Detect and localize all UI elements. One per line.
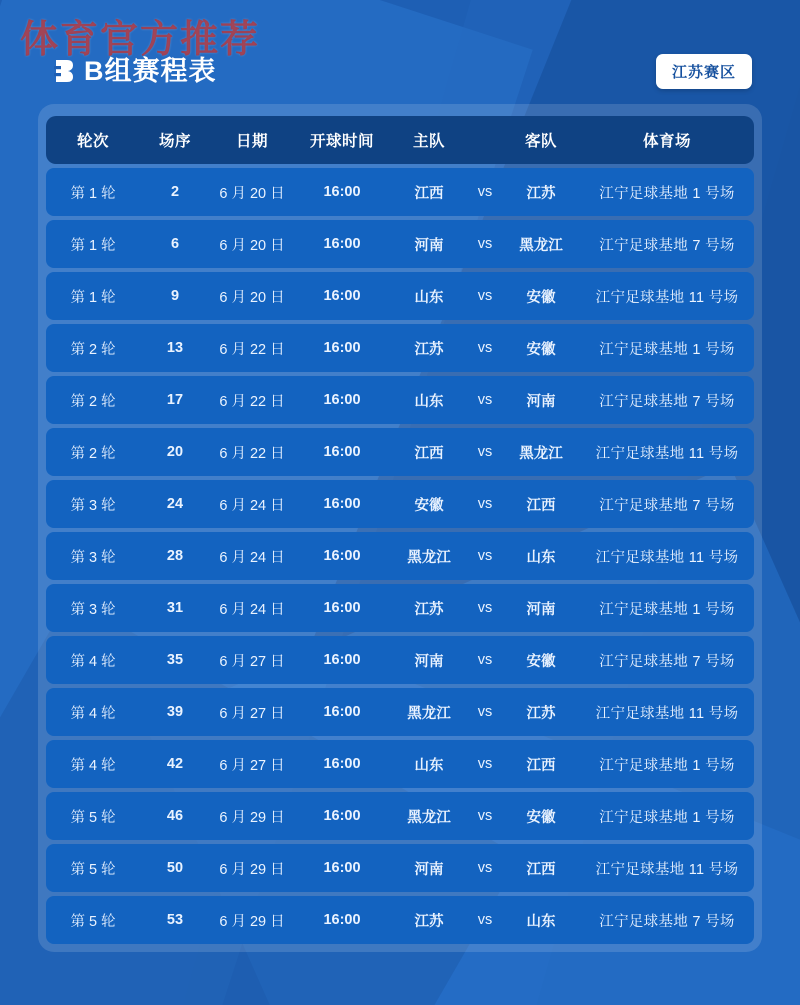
cell-round: 第 2 轮 <box>46 376 140 424</box>
cell-away-team: 安徽 <box>502 636 580 684</box>
table-row <box>46 740 754 788</box>
column-header-away-team: 客队 <box>502 116 580 164</box>
cell-round: 第 1 轮 <box>46 220 140 268</box>
cell-match-no: 50 <box>140 844 210 892</box>
table-row <box>46 532 754 580</box>
cell-round: 第 3 轮 <box>46 532 140 580</box>
cell-date: 6 月 22 日 <box>210 376 294 424</box>
cell-kickoff-time: 16:00 <box>294 688 390 736</box>
cell-date: 6 月 20 日 <box>210 168 294 216</box>
cell-venue: 江宁足球基地 11 号场 <box>580 428 754 476</box>
table-row <box>46 220 754 268</box>
cell-venue: 江宁足球基地 11 号场 <box>580 844 754 892</box>
cell-away-team: 山东 <box>502 532 580 580</box>
cell-kickoff-time: 16:00 <box>294 584 390 632</box>
cell-match-no: 24 <box>140 480 210 528</box>
cell-date: 6 月 29 日 <box>210 844 294 892</box>
column-header-kickoff-time: 开球时间 <box>294 116 390 164</box>
cell-kickoff-time: 16:00 <box>294 792 390 840</box>
table-row <box>46 324 754 372</box>
cell-vs-label: vs <box>468 532 502 580</box>
cell-vs-label: vs <box>468 220 502 268</box>
cell-date: 6 月 24 日 <box>210 480 294 528</box>
cell-vs-label: vs <box>468 480 502 528</box>
page-title: B组赛程表 <box>84 55 217 86</box>
cell-kickoff-time: 16:00 <box>294 324 390 372</box>
cell-home-team: 黑龙江 <box>390 792 468 840</box>
cell-round: 第 3 轮 <box>46 480 140 528</box>
cell-match-no: 9 <box>140 272 210 320</box>
schedule-card <box>38 104 762 952</box>
cell-vs-label: vs <box>468 584 502 632</box>
cell-away-team: 安徽 <box>502 272 580 320</box>
cell-venue: 江宁足球基地 1 号场 <box>580 168 754 216</box>
cell-date: 6 月 20 日 <box>210 220 294 268</box>
schedule-table <box>46 112 754 948</box>
cell-home-team: 河南 <box>390 844 468 892</box>
cell-match-no: 6 <box>140 220 210 268</box>
cell-round: 第 4 轮 <box>46 740 140 788</box>
table-row <box>46 844 754 892</box>
table-head <box>46 116 754 164</box>
cell-venue: 江宁足球基地 7 号场 <box>580 636 754 684</box>
cell-round: 第 5 轮 <box>46 792 140 840</box>
cell-vs-label: vs <box>468 168 502 216</box>
table-row <box>46 636 754 684</box>
cell-home-team: 江西 <box>390 428 468 476</box>
cell-match-no: 46 <box>140 792 210 840</box>
cell-match-no: 39 <box>140 688 210 736</box>
cell-kickoff-time: 16:00 <box>294 636 390 684</box>
table-body <box>46 168 754 944</box>
cell-vs-label: vs <box>468 688 502 736</box>
column-header-round: 轮次 <box>46 116 140 164</box>
table-row <box>46 480 754 528</box>
cell-away-team: 江西 <box>502 740 580 788</box>
cell-match-no: 28 <box>140 532 210 580</box>
cell-kickoff-time: 16:00 <box>294 844 390 892</box>
table-row <box>46 584 754 632</box>
cell-home-team: 安徽 <box>390 480 468 528</box>
cell-venue: 江宁足球基地 11 号场 <box>580 532 754 580</box>
cell-date: 6 月 29 日 <box>210 792 294 840</box>
cell-away-team: 黑龙江 <box>502 220 580 268</box>
cell-venue: 江宁足球基地 7 号场 <box>580 220 754 268</box>
cell-home-team: 山东 <box>390 376 468 424</box>
cell-vs-label: vs <box>468 428 502 476</box>
cell-kickoff-time: 16:00 <box>294 480 390 528</box>
cell-home-team: 江苏 <box>390 584 468 632</box>
table-row <box>46 896 754 944</box>
cell-away-team: 黑龙江 <box>502 428 580 476</box>
table-row <box>46 792 754 840</box>
cell-home-team: 河南 <box>390 220 468 268</box>
cell-home-team: 江苏 <box>390 896 468 944</box>
cell-match-no: 42 <box>140 740 210 788</box>
cell-round: 第 5 轮 <box>46 844 140 892</box>
cell-round: 第 1 轮 <box>46 272 140 320</box>
cell-match-no: 53 <box>140 896 210 944</box>
cell-date: 6 月 27 日 <box>210 740 294 788</box>
cell-kickoff-time: 16:00 <box>294 428 390 476</box>
region-badge: 江苏赛区 <box>656 54 752 89</box>
cell-kickoff-time: 16:00 <box>294 168 390 216</box>
cell-date: 6 月 22 日 <box>210 324 294 372</box>
table-row <box>46 688 754 736</box>
column-header-date: 日期 <box>210 116 294 164</box>
cell-match-no: 35 <box>140 636 210 684</box>
cell-away-team: 河南 <box>502 376 580 424</box>
cell-kickoff-time: 16:00 <box>294 896 390 944</box>
cell-home-team: 江苏 <box>390 324 468 372</box>
cell-home-team: 山东 <box>390 740 468 788</box>
cell-round: 第 5 轮 <box>46 896 140 944</box>
cell-away-team: 江西 <box>502 844 580 892</box>
cell-home-team: 黑龙江 <box>390 532 468 580</box>
cell-kickoff-time: 16:00 <box>294 376 390 424</box>
cell-vs-label: vs <box>468 636 502 684</box>
watermark-text: 体育官方推荐 <box>20 19 261 61</box>
cell-home-team: 黑龙江 <box>390 688 468 736</box>
cell-home-team: 河南 <box>390 636 468 684</box>
cell-away-team: 安徽 <box>502 792 580 840</box>
cell-round: 第 4 轮 <box>46 636 140 684</box>
cell-kickoff-time: 16:00 <box>294 272 390 320</box>
cell-away-team: 江苏 <box>502 168 580 216</box>
cell-date: 6 月 29 日 <box>210 896 294 944</box>
column-header-home-team: 主队 <box>390 116 468 164</box>
column-header-venue: 体育场 <box>580 116 754 164</box>
cell-away-team: 安徽 <box>502 324 580 372</box>
cell-date: 6 月 20 日 <box>210 272 294 320</box>
cell-venue: 江宁足球基地 1 号场 <box>580 584 754 632</box>
cell-venue: 江宁足球基地 1 号场 <box>580 324 754 372</box>
cell-away-team: 江西 <box>502 480 580 528</box>
cell-vs-label: vs <box>468 896 502 944</box>
cell-venue: 江宁足球基地 7 号场 <box>580 480 754 528</box>
cell-match-no: 2 <box>140 168 210 216</box>
cell-away-team: 山东 <box>502 896 580 944</box>
cell-venue: 江宁足球基地 1 号场 <box>580 792 754 840</box>
cell-venue: 江宁足球基地 11 号场 <box>580 688 754 736</box>
cell-vs-label: vs <box>468 324 502 372</box>
cell-vs-label: vs <box>468 740 502 788</box>
cell-round: 第 2 轮 <box>46 324 140 372</box>
cell-away-team: 江苏 <box>502 688 580 736</box>
cell-match-no: 20 <box>140 428 210 476</box>
cell-match-no: 13 <box>140 324 210 372</box>
column-header-vs-spacer <box>468 116 502 164</box>
cell-venue: 江宁足球基地 7 号场 <box>580 896 754 944</box>
cell-date: 6 月 24 日 <box>210 532 294 580</box>
cell-match-no: 17 <box>140 376 210 424</box>
cell-date: 6 月 24 日 <box>210 584 294 632</box>
cell-round: 第 3 轮 <box>46 584 140 632</box>
cell-vs-label: vs <box>468 376 502 424</box>
table-row <box>46 376 754 424</box>
cell-home-team: 山东 <box>390 272 468 320</box>
cell-date: 6 月 27 日 <box>210 688 294 736</box>
table-header-row <box>46 116 754 164</box>
cell-venue: 江宁足球基地 1 号场 <box>580 740 754 788</box>
cell-vs-label: vs <box>468 792 502 840</box>
cell-match-no: 31 <box>140 584 210 632</box>
column-header-match-no: 场序 <box>140 116 210 164</box>
cell-kickoff-time: 16:00 <box>294 740 390 788</box>
cell-round: 第 4 轮 <box>46 688 140 736</box>
table-row <box>46 428 754 476</box>
cell-away-team: 河南 <box>502 584 580 632</box>
cell-venue: 江宁足球基地 11 号场 <box>580 272 754 320</box>
cell-vs-label: vs <box>468 844 502 892</box>
cell-round: 第 1 轮 <box>46 168 140 216</box>
cell-vs-label: vs <box>468 272 502 320</box>
cell-home-team: 江西 <box>390 168 468 216</box>
cell-kickoff-time: 16:00 <box>294 220 390 268</box>
cell-date: 6 月 22 日 <box>210 428 294 476</box>
cell-round: 第 2 轮 <box>46 428 140 476</box>
cell-kickoff-time: 16:00 <box>294 532 390 580</box>
table-row <box>46 272 754 320</box>
cell-venue: 江宁足球基地 7 号场 <box>580 376 754 424</box>
table-row <box>46 168 754 216</box>
cell-date: 6 月 27 日 <box>210 636 294 684</box>
